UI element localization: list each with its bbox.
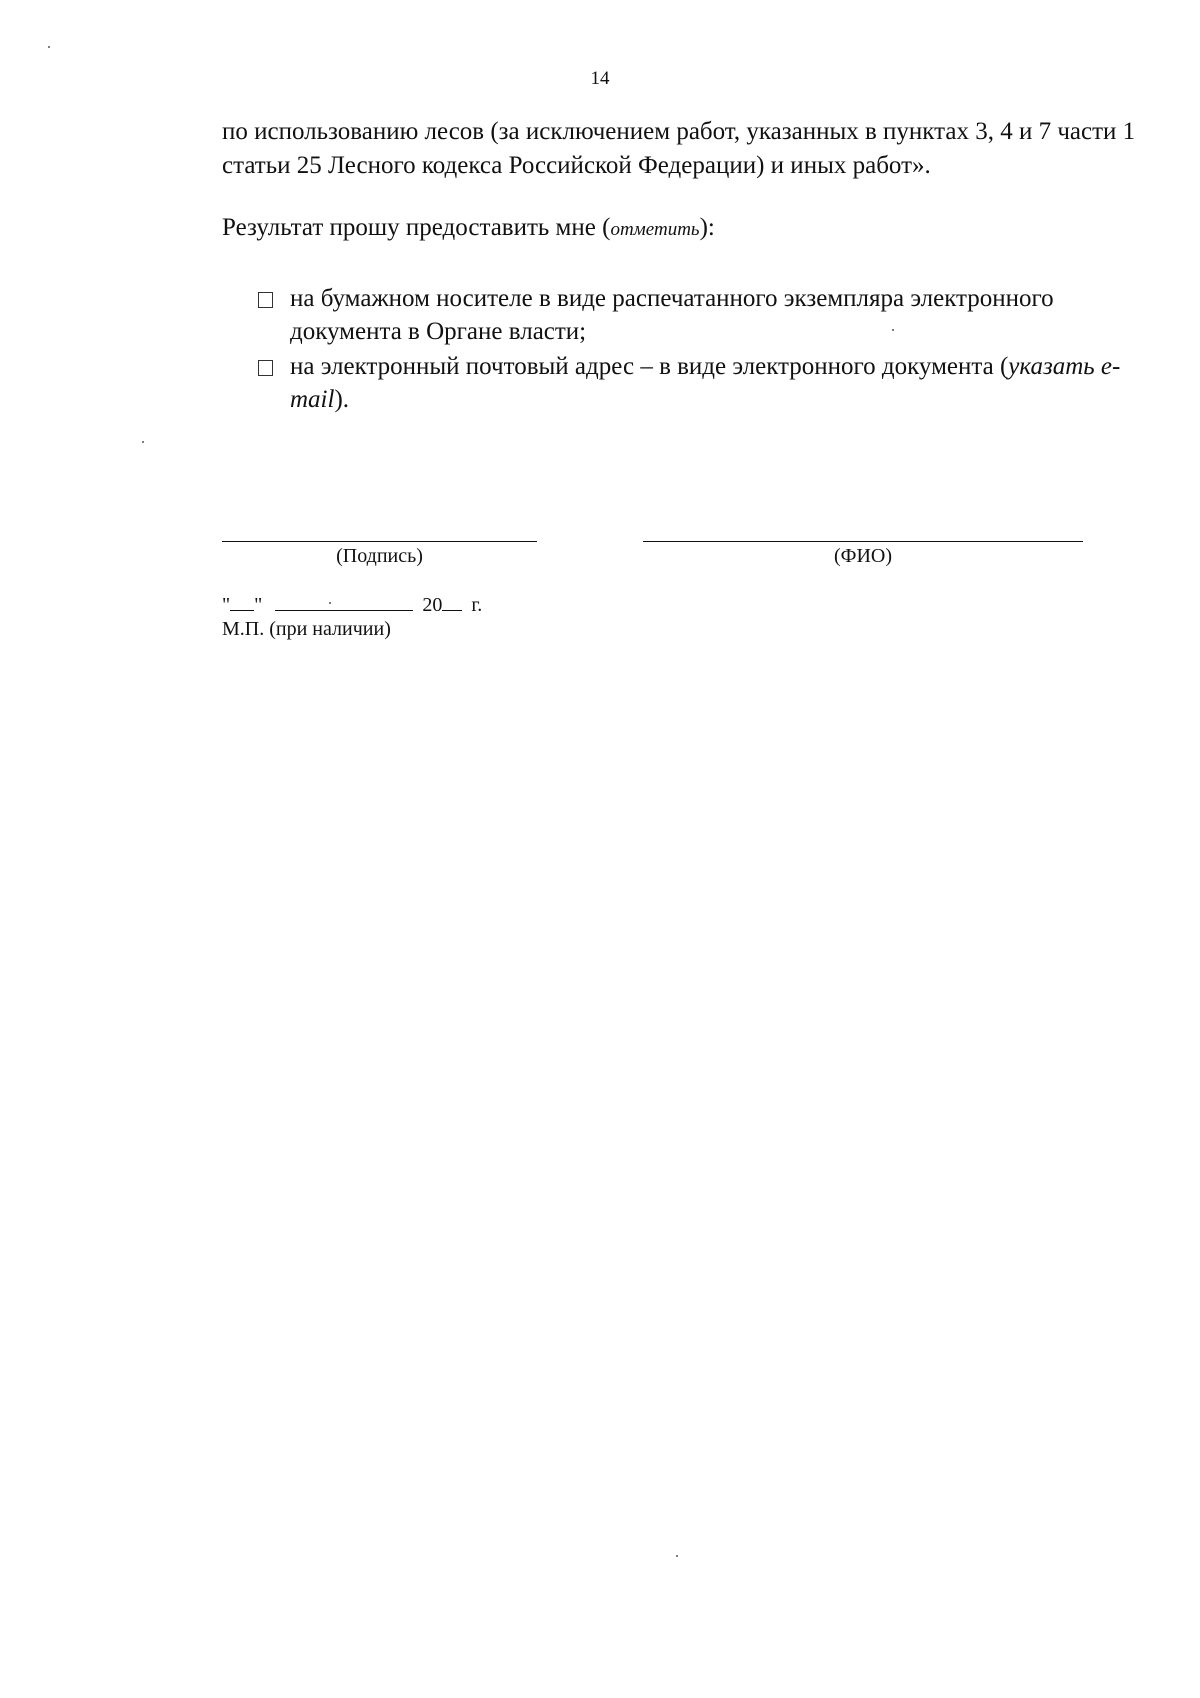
month-blank: [275, 592, 413, 611]
email-option-close: ).: [334, 386, 350, 413]
fio-caption: (ФИО): [833, 545, 892, 567]
date-quote-close: ": [254, 594, 263, 616]
option-paper-copy-label: на бумажном носителе в виде распечатанного экземпляра электронного документа в Органе власти;: [290, 285, 1054, 345]
result-close-text: ):: [699, 214, 715, 241]
date-row: [222, 592, 482, 617]
scan-speck: [329, 602, 331, 604]
continuation-paragraph: по использованию лесов (за исключением работ, указанных в пунктах 3, 4 и 7 части 1 статьи 25 Лесного кодекса Российской Федерации) и иных работ».: [222, 118, 1136, 179]
fio-line: [643, 541, 1083, 542]
email-copy-checkbox[interactable]: [258, 360, 273, 376]
signature-line: [222, 541, 537, 542]
scan-speck: [48, 46, 50, 48]
result-hint-text: отметить: [610, 219, 700, 240]
signature-caption: (Подпись): [336, 545, 423, 567]
scan-speck: [676, 1555, 678, 1557]
result-request-paragraph: [222, 211, 1162, 247]
day-blank: [230, 592, 254, 611]
date-quote-open: ": [222, 594, 231, 616]
scan-speck: [892, 329, 894, 331]
scan-speck: [142, 441, 144, 443]
paper-copy-checkbox[interactable]: [258, 292, 273, 308]
page-number: 14: [590, 68, 610, 89]
year-suffix: г.: [471, 594, 483, 616]
email-option-hint: указать e-mail: [290, 353, 1121, 413]
result-intro-text: Результат прошу предоставить мне (: [222, 214, 611, 241]
option-email-copy-label: [290, 350, 1168, 416]
email-option-text: на электронный почтовый адрес – в виде электронного документа (: [290, 353, 1009, 380]
year-blank: [442, 592, 462, 611]
year-prefix: 20: [422, 594, 443, 616]
stamp-placeholder: М.П. (при наличии): [222, 618, 391, 640]
